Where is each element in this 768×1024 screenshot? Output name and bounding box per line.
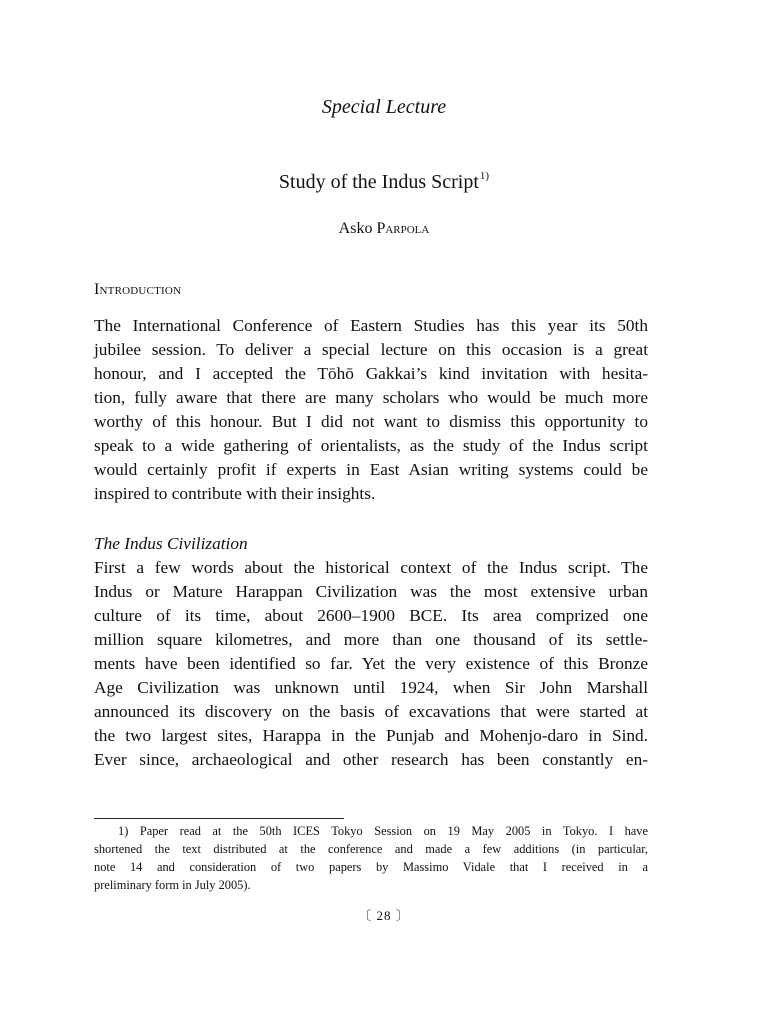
article-title — [0, 170, 768, 194]
page-number: 〔 28 〕 — [358, 908, 410, 923]
footnote-line: shortened the text distributed at the conference and made a few additions (in particular, — [94, 842, 648, 856]
footnote-separator — [94, 818, 344, 819]
section-heading-introduction: Introduction — [94, 281, 182, 298]
paragraph-line: jubilee session. To deliver a special lecture on this occasion is a great — [94, 340, 648, 359]
paragraph-line: the two largest sites, Harappa in the Punjab and Mohenjo-daro in Sind. — [94, 726, 648, 745]
paragraph-line: culture of its time, about 2600–1900 BCE. Its area comprized one — [94, 606, 648, 625]
paragraph-line: million square kilometres, and more than one thousand of its settle- — [94, 630, 648, 649]
author-first-name: Asko — [338, 220, 377, 237]
subsection-heading-indus-civilization: The Indus Civilization — [94, 534, 248, 553]
paragraph-line: Age Civilization was unknown until 1924, when Sir John Marshall — [94, 678, 648, 697]
paragraph-line: Ever since, archaeological and other research has been constantly en- — [94, 750, 648, 769]
title-footnote-marker[interactable]: 1) — [479, 170, 490, 182]
indus-civilization-paragraph — [94, 556, 648, 772]
lecture-kicker: Special Lecture — [321, 96, 447, 118]
paragraph-line: honour, and I accepted the Tōhō Gakkai’s kind invitation with hesita- — [94, 364, 648, 383]
paragraph-line: The International Conference of Eastern Studies has this year its 50th — [94, 316, 648, 335]
author-name — [0, 220, 768, 238]
paragraph-line: tion, fully aware that there are many scholars who would be much more — [94, 388, 648, 407]
footnote-line: preliminary form in July 2005). — [94, 878, 251, 892]
footnote — [94, 822, 648, 894]
author-last-name: Parpola — [376, 220, 430, 237]
footnote-line: note 14 and consideration of two papers by Massimo Vidale that I received in a — [94, 860, 648, 874]
paragraph-line: Indus or Mature Harappan Civilization was the most extensive urban — [94, 582, 648, 601]
paragraph-line: worthy of this honour. But I did not want to dismiss this opportunity to — [94, 412, 648, 431]
article-title-text: Study of the Indus Script — [278, 171, 479, 193]
footnote-line: 1) Paper read at the 50th ICES Tokyo Session on 19 May 2005 in Tokyo. I have — [118, 824, 648, 838]
paragraph-line: announced its discovery on the basis of excavations that were started at — [94, 702, 648, 721]
paragraph-line: First a few words about the historical context of the Indus script. The — [94, 558, 648, 577]
introduction-paragraph — [94, 314, 648, 506]
paragraph-line: speak to a wide gathering of orientalists, as the study of the Indus script — [94, 436, 648, 455]
paragraph-line: ments have been identified so far. Yet the very existence of this Bronze — [94, 654, 648, 673]
paragraph-line: would certainly profit if experts in East Asian writing systems could be — [94, 460, 648, 479]
paragraph-line: inspired to contribute with their insights. — [94, 484, 376, 503]
